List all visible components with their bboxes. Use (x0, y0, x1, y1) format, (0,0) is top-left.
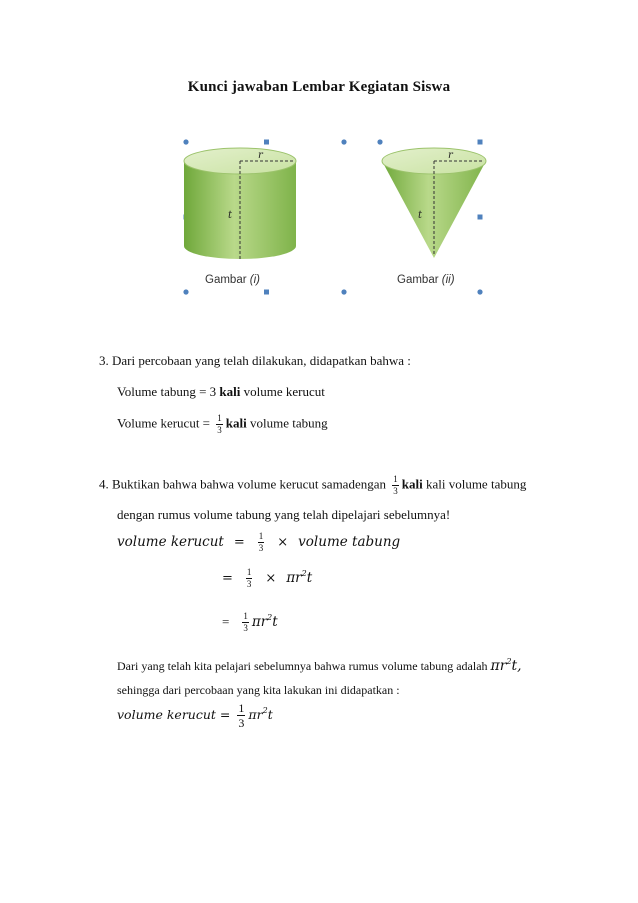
numerator: 1 (246, 567, 252, 577)
bold-text: kali (219, 384, 241, 399)
q3-line-2 (117, 414, 328, 435)
math-lhs: volume kerucut (117, 534, 224, 551)
numerator: 1 (393, 474, 398, 484)
pi-r: πr (251, 614, 268, 631)
equals-sign: = (222, 571, 233, 587)
text: Volume tabung = 3 (117, 384, 220, 399)
equation-2 (222, 568, 312, 589)
q3-intro: 3. Dari percobaan yang telah dilakukan, didapatkan bahwa : (99, 353, 411, 368)
text: volume tabung (246, 415, 328, 431)
text: Dari yang telah kita pelajari sebelumnya bahwa rumus volume tabung adalah (117, 659, 488, 673)
math-rhs: volume tabung (298, 534, 401, 551)
caption-number: (i) (249, 274, 260, 286)
fraction (246, 568, 253, 589)
pi-r: πr (490, 658, 507, 674)
numerator: 1 (238, 701, 245, 715)
math-rhs (286, 570, 312, 586)
denominator: 3 (258, 543, 264, 553)
t: t (306, 570, 313, 587)
exponent: 2 (506, 657, 512, 666)
cylinder-shape (184, 148, 296, 259)
handle (477, 289, 482, 294)
denominator: 3 (238, 716, 245, 730)
text: kali volume tabung (422, 476, 527, 492)
handle (377, 139, 382, 144)
q3-line-1 (117, 384, 325, 400)
t: t (267, 707, 273, 723)
pi-r: πr (286, 570, 302, 587)
fraction (237, 702, 245, 729)
label-t-cylinder: t (228, 210, 233, 221)
fraction (242, 612, 249, 633)
pi-r: πr (248, 707, 263, 723)
fraction (392, 475, 399, 496)
final-equation (117, 702, 273, 729)
t: t (272, 614, 278, 631)
numerator: 1 (258, 531, 264, 541)
handle (341, 139, 346, 144)
handle (478, 140, 483, 145)
handle (264, 140, 269, 145)
handle (341, 289, 346, 294)
text: volume kerucut (240, 384, 325, 399)
times-sign: × (265, 571, 277, 587)
denominator: 3 (246, 579, 252, 589)
denominator: 3 (243, 623, 248, 633)
equals-sign: = (233, 535, 245, 551)
label-t-cone: t (418, 210, 423, 221)
cone-shape (382, 148, 486, 258)
exponent: 2 (262, 706, 268, 716)
bold-text: kali (225, 415, 247, 431)
equals-sign: = (222, 614, 230, 630)
numerator: 1 (243, 611, 248, 621)
q4-line-1 (99, 475, 526, 496)
page-title: Kunci jawaban Lembar Kegiatan Siswa (187, 79, 451, 95)
equation-1 (117, 532, 400, 553)
math-lhs: volume kerucut = (117, 707, 231, 723)
caption-number: (ii) (441, 274, 455, 286)
bold-text: kali (401, 476, 423, 492)
denominator: 3 (393, 486, 398, 496)
caption-figure-ii (397, 274, 455, 286)
conclusion-line-1 (117, 657, 522, 674)
caption-word: Gambar (205, 274, 247, 286)
numerator: 1 (217, 413, 222, 423)
handle (183, 139, 188, 144)
q4-line-2: dengan rumus volume tabung yang telah dipelajari sebelumnya! (117, 507, 451, 522)
fraction (258, 532, 265, 553)
label-r-cone: r (448, 150, 453, 161)
math-rhs (248, 707, 272, 722)
math-inline (491, 658, 522, 674)
t: t, (511, 658, 522, 674)
handle (183, 289, 188, 294)
text: Volume kerucut = (117, 415, 214, 431)
exponent: 2 (267, 613, 273, 623)
fraction (216, 414, 223, 435)
label-r-cylinder: r (258, 150, 263, 161)
caption-word: Gambar (397, 274, 439, 286)
math-rhs (252, 614, 278, 630)
equation-3 (222, 612, 278, 633)
conclusion-line-2: sehingga dari percobaan yang kita lakukan ini didapatkan : (117, 683, 400, 697)
handle (264, 290, 269, 295)
denominator: 3 (217, 425, 222, 435)
exponent: 2 (301, 569, 307, 579)
caption-figure-i (205, 274, 260, 286)
times-sign: × (277, 535, 289, 551)
handle (478, 215, 483, 220)
text: 4. Buktikan bahwa bahwa volume kerucut samadengan (99, 476, 386, 492)
